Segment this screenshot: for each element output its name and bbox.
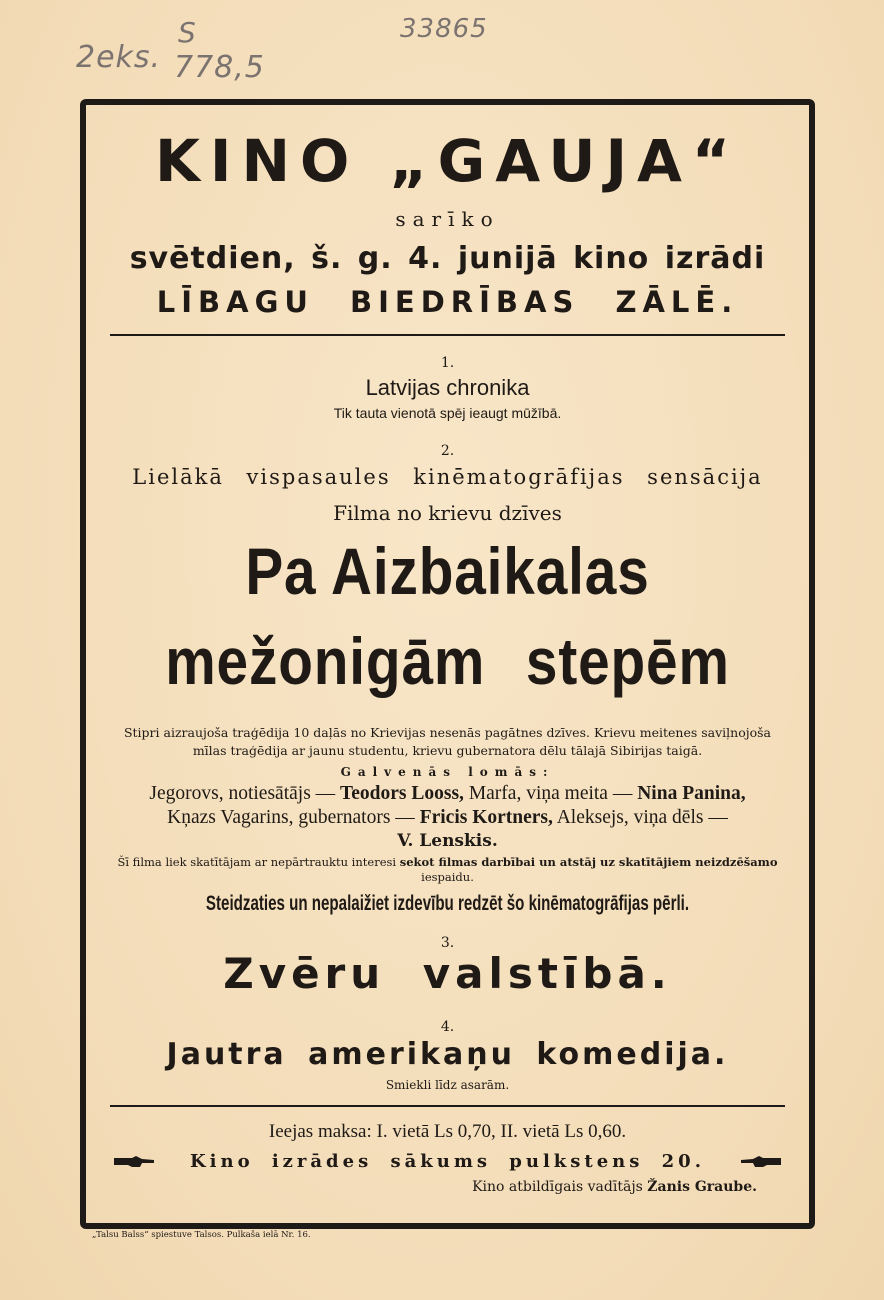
cast-line [86, 807, 809, 829]
item-number: 3. [440, 935, 455, 951]
comedy-title: Jautra amerikaņu komedija. [166, 1037, 729, 1072]
pencil-annotation: 33865 [400, 14, 488, 44]
cinema-title: KINO „GAUJA“ [154, 127, 741, 195]
chronicle-title: Latvijas chronika [365, 375, 530, 400]
manager-name: Žanis Graube. [647, 1179, 757, 1195]
animal-kingdom-title: Zvēru valstībā. [223, 949, 672, 998]
pointing-hand-icon [741, 1155, 781, 1169]
chronicle-subtitle: Tik tauta vienotā spēj ieaugt mūžībā. [333, 405, 562, 421]
admission-prices: Ieejas maksa: I. vietā Ls 0,70, II. vietā Ls 0,60. [268, 1121, 627, 1142]
manager-label: Kino atbildīgais vadītājs [472, 1179, 648, 1195]
cast-role: Marfa, viņa meita — [463, 783, 638, 804]
cast-actor: Nina Panina, [637, 783, 746, 804]
item-number: 2. [440, 443, 455, 459]
film-note: iespaidu. [421, 870, 474, 884]
cast-line [86, 783, 809, 805]
start-time-row [110, 1151, 785, 1179]
pencil-annotation: S [178, 16, 197, 49]
film-description: Stipri aizraujoša traģēdija 10 daļās no Krievijas nesenās pagātnes dzīves. Krievu meitenes saviļnojoša [123, 725, 772, 740]
item-number: 4. [440, 1019, 455, 1035]
film-title-line-1: Pa Aizbaikalas [245, 534, 650, 608]
cast-role: Kņazs Vagarins, gubernators — [167, 807, 420, 828]
comedy-subtitle: Smiekli līdz asarām. [385, 1078, 510, 1092]
film-title-line-2: mežonigām stepēm [165, 624, 730, 698]
organizes-label: sarīko [395, 207, 500, 231]
film-note-text: sekot filmas darbībai un atstāj uz skatītājiem neizdzēšamo [399, 855, 778, 869]
divider [110, 334, 785, 336]
roles-heading: Galvenās lomās: [340, 765, 555, 779]
film-origin: Filma no krievu dzīves [333, 501, 562, 525]
venue-line: LĪBAGU BIEDRĪBAS ZĀLĒ. [156, 285, 739, 319]
cast-role: Aleksejs, viņa dēls — [552, 807, 728, 828]
start-time: Kino izrādes sākums pulkstens 20. [190, 1151, 705, 1172]
cast-actor: Fricis Kortners, [419, 807, 553, 828]
cast-role: Jegorovs, notiesātājs — [149, 783, 341, 804]
date-line: svētdien, š. g. 4. junijā kino izrādi [129, 241, 766, 276]
printer-imprint: „Talsu Balss“ spiestuve Talsos. Pulkaša ielā Nr. 16. [92, 1230, 311, 1240]
pencil-annotation: 778,5 [174, 50, 265, 85]
sensation-line: Lielākā vispasaules kinēmatogrāfijas sensācija [132, 465, 763, 489]
poster-frame [80, 99, 815, 1229]
film-description: mīlas traģēdija ar jaunu studentu, krievu gubernatora dēlu tālajā Sibirijas taigā. [192, 743, 703, 758]
film-note-text: Šī filma liek skatītājam ar nepārtrauktu interesi [117, 855, 400, 869]
cast-actor: Teodors Looss, [340, 783, 464, 804]
call-to-action: Steidzaties un nepalaižiet izdevību redzēt šo kinēmatogrāfijas pērli. [205, 892, 690, 915]
film-note [86, 855, 809, 869]
item-number: 1. [440, 355, 455, 371]
pencil-annotation: 2eks. [76, 40, 162, 75]
manager-line [472, 1179, 757, 1195]
divider [110, 1105, 785, 1107]
cast-actor: V. Lenskis. [397, 831, 498, 851]
